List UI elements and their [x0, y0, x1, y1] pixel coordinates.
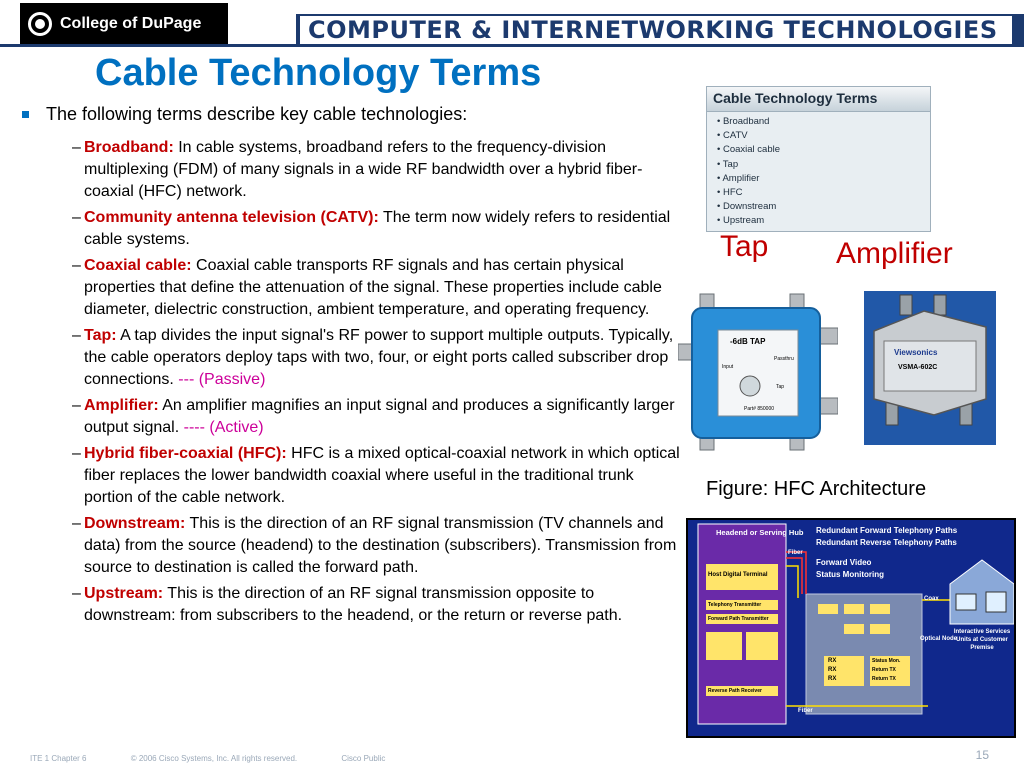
slide-footer: [30, 754, 427, 763]
term-text: Coaxial cable transports RF signals and has certain physical properties that define the attenuation of the signal. These properties include cable diameter, dielectric construction, ambient temperature, and operating frequency.: [84, 257, 662, 318]
term-text: This is the direction of an RF signal transmission opposite to downstream: from subscribers to the headend, or the return or reverse path.: [84, 585, 623, 624]
term-name: Coaxial cable:: [84, 257, 192, 274]
term-coaxial-cable: – Coaxial cable: Coaxial cable transports RF signals and has certain physical properties that define the attenuation of the signal. These properties include cable diameter, dielectric construction, ambient temperature, and operating frequency.: [72, 257, 662, 318]
hfc-status-label: Return TX: [872, 667, 896, 673]
term-name: Hybrid fiber-coaxial (HFC):: [84, 445, 287, 462]
term-note: --- (Passive): [178, 371, 266, 388]
term-name: Broadband:: [84, 139, 174, 156]
term-text: In cable systems, broadband refers to the frequency-division multiplexing (FDM) of many signals in a wide RF bandwidth over a hybrid fiber-coaxial (HFC) network.: [84, 139, 643, 200]
hfc-legend-item: Redundant Reverse Telephony Paths: [816, 538, 957, 547]
department-banner: COMPUTER & INTERNETWORKING TECHNOLOGIES: [300, 16, 1012, 44]
term-text: An amplifier magnifies an input signal and produces a significantly larger output signal.: [84, 397, 675, 436]
terms-panel-title: Cable Technology Terms: [707, 87, 930, 112]
list-item: • Downstream: [717, 201, 777, 213]
tap-port-tap: Tap: [776, 384, 785, 390]
term-text: HFC is a mixed optical-coaxial network in which optical fiber replaces the lower bandwidth coaxial where useful in the traditional trunk portion of the cable network.: [84, 445, 680, 506]
term-amplifier: – Amplifier: An amplifier magnifies an input signal and produces a significantly larger output signal. ---- (Active): [72, 397, 675, 436]
term-note: ---- (Active): [183, 419, 264, 436]
hfc-legend-item: Forward Video: [816, 558, 872, 567]
list-item: • CATV: [717, 130, 748, 142]
term-text: This is the direction of an RF signal transmission (TV channels and data) from the source (headend) to the destination (subscribers). Transmission from source to destination is called the forward path.: [84, 515, 677, 576]
hfc-status-label: Return TX: [872, 676, 896, 682]
amplifier-device-image: [864, 291, 996, 445]
hfc-status-label: Status Mon.: [872, 658, 901, 664]
term-hfc: – Hybrid fiber-coaxial (HFC): HFC is a mixed optical-coaxial network in which optical fiber replaces the lower bandwidth coaxial where useful in the traditional trunk portion of the cable network.: [72, 445, 680, 506]
term-broadband: – Broadband: In cable systems, broadband refers to the frequency-division multiplexing (FDM) of many signals in a wide RF bandwidth over a hybrid fiber-coaxial (HFC) network.: [72, 139, 643, 200]
hfc-rx-label: RX: [828, 667, 837, 673]
tap-logo-icon: [740, 376, 760, 396]
tap-part-number: Part# 850000: [744, 406, 775, 412]
hfc-legend-item: Redundant Forward Telephony Paths: [816, 526, 958, 535]
hfc-fiber-top-label: Fiber: [788, 550, 803, 556]
slide-header: [0, 0, 1024, 47]
hfc-fiber-bottom-label: Fiber: [798, 708, 813, 714]
page-number: 15: [975, 748, 989, 762]
amplifier-brand: Viewsonics: [894, 348, 938, 357]
hfc-telephony-transmitter: Telephony Transmitter: [708, 602, 762, 608]
amplifier-model: VSMA-602C: [898, 364, 938, 371]
hfc-customer-premise-label: Interactive Services Units at Customer Premise: [953, 629, 1011, 651]
list-item: • Broadband: [717, 116, 770, 127]
intro-text: The following terms describe key cable technologies:: [46, 104, 468, 124]
hfc-legend-item: Status Monitoring: [816, 570, 884, 579]
term-catv: – Community antenna television (CATV): The term now widely refers to residential cable systems.: [72, 209, 671, 248]
footer-course: ITE 1 Chapter 6: [30, 754, 87, 763]
footer-classification: Cisco Public: [341, 754, 386, 763]
hfc-rx-label: RX: [828, 676, 837, 682]
header-divider: [0, 44, 1024, 47]
college-logo: [20, 3, 228, 44]
term-name: Tap:: [84, 327, 117, 344]
footer-copyright: © 2006 Cisco Systems, Inc. All rights reserved.: [130, 754, 298, 763]
hfc-optical-node-label: Optical Node: [920, 636, 958, 642]
term-name: Community antenna television (CATV):: [84, 209, 379, 226]
hfc-headend-label: Headend or Serving Hub: [716, 528, 804, 537]
hfc-host-digital-terminal: Host Digital Terminal: [708, 572, 768, 578]
hfc-reverse-path-receiver: Reverse Path Receiver: [708, 688, 762, 694]
list-item: • Coaxial cable: [717, 144, 780, 156]
tap-device-image: [678, 288, 838, 456]
terms-panel-list: [707, 112, 930, 232]
figure-caption: Figure: HFC Architecture: [706, 478, 927, 500]
term-upstream: – Upstream: This is the direction of an RF signal transmission opposite to downstream: from subscribers to the headend, or the return or reverse path.: [72, 585, 623, 624]
square-bullet-icon: [22, 111, 29, 118]
term-tap: – Tap: A tap divides the input signal's RF power to support multiple outputs. Typically, the cable operators deploy taps with two, four, or eight ports called subscriber drop connections. --- (Passive): [72, 327, 674, 388]
slide-title: Cable Technology Terms: [95, 52, 542, 94]
term-name: Upstream:: [84, 585, 164, 602]
tap-port-passthru: Passthru: [774, 356, 794, 362]
college-logo-icon: [28, 12, 52, 36]
term-list: [72, 137, 684, 631]
tap-port-input: Input: [722, 364, 734, 370]
tap-label: Tap: [720, 230, 769, 263]
hfc-forward-path-transmitter: Forward Path Transmitter: [708, 616, 769, 622]
term-text: A tap divides the input signal's RF power to support multiple outputs. Typically, the cable operators deploy taps with two, four, or eight ports called subscriber drop connections.: [84, 327, 674, 388]
term-text: The term now widely refers to residential cable systems.: [84, 209, 671, 248]
tap-device-title: -6dB TAP: [730, 337, 766, 346]
amplifier-label: Amplifier: [836, 237, 953, 270]
term-name: Amplifier:: [84, 397, 159, 414]
list-item: • HFC: [717, 187, 743, 199]
hfc-coax-label: Coax: [924, 596, 939, 602]
term-name: Downstream:: [84, 515, 186, 532]
college-logo-text: College of DuPage: [60, 14, 202, 32]
list-item: • Upstream: [717, 215, 765, 227]
hfc-rx-label: RX: [828, 658, 837, 664]
list-item: • Tap: [717, 158, 739, 170]
terms-panel-image: [706, 86, 931, 232]
hfc-architecture-diagram: [686, 518, 1016, 738]
term-downstream: – Downstream: This is the direction of an RF signal transmission (TV channels and data) from the source (headend) to the destination (subscribers). Transmission from source to destination is called the forward path.: [72, 515, 677, 576]
list-item: • Amplifier: [717, 172, 760, 184]
